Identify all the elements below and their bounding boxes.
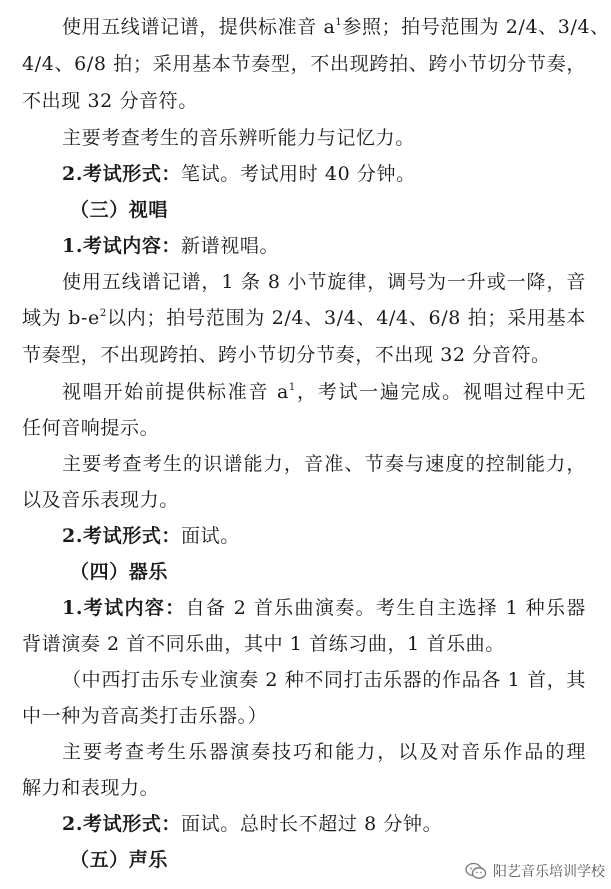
exam-content-label: 1.考试内容： <box>62 235 182 257</box>
paragraph-notation-line-1: 使用五线谱记谱，提供标准音 $a^1$参照；拍号范围为 2/4、3/4、 <box>62 16 610 38</box>
paragraph-assessment-instrument-line-2: 解力和表现力。 <box>22 777 160 799</box>
paragraph-notation-line-3: 不出现 32 分音符。 <box>22 90 198 112</box>
exam-form-label: 2.考试形式： <box>62 163 182 185</box>
exam-form-interview: 2.考试形式：面试。 <box>62 525 240 547</box>
paragraph-assessment-listening: 主要考查考生的音乐辨听能力与记忆力。 <box>62 127 415 149</box>
paragraph-notation-line-2: 4/4、6/8 拍；采用基本节奏型，不出现跨拍、跨小节切分节奏， <box>22 53 586 75</box>
paragraph-assessment-reading-line-2: 以及音乐表现力。 <box>22 489 179 511</box>
paragraph-percussion-line-1: （中西打击乐专业演奏 2 种不同打击乐器的作品各 1 首，其 <box>62 669 586 691</box>
paragraph-assessment-reading-line-1: 主要考查考生的识谱能力，音准、节奏与速度的控制能力， <box>62 453 586 475</box>
exam-content-sight-singing: 1.考试内容：新谱视唱。 <box>62 235 280 257</box>
paragraph-assessment-instrument-line-1: 主要考查考生乐器演奏技巧和能力，以及对音乐作品的理 <box>62 741 586 763</box>
paragraph-melody-line-3: 节奏型，不出现跨拍、跨小节切分节奏，不出现 32 分音符。 <box>22 344 551 366</box>
exam-form-written: 2.考试形式：笔试。考试用时 40 分钟。 <box>62 163 416 185</box>
wechat-icon <box>465 862 487 880</box>
watermark <box>465 861 605 881</box>
section-heading-sight-singing: （三）视唱 <box>70 199 169 221</box>
paragraph-melody-line-2: 域为 $b-e^2$以内；拍号范围为 2/4、3/4、4/4、6/8 拍；采用基本 <box>22 307 587 329</box>
section-heading-instrumental: （四）器乐 <box>70 561 169 583</box>
exam-form-label: 2.考试形式： <box>62 813 182 835</box>
exam-content-instrumental-line-1: 1.考试内容：自备 2 首乐曲演奏。考生自主选择 1 种乐器 <box>62 597 586 619</box>
exam-form-label: 2.考试形式： <box>62 525 182 547</box>
exam-form-interview-duration: 2.考试形式：面试。总时长不超过 8 分钟。 <box>62 813 443 835</box>
paragraph-standard-pitch-line-1: 视唱开始前提供标准音 $a^1$，考试一遍完成。视唱过程中无 <box>62 381 586 403</box>
exam-content-label: 1.考试内容： <box>62 597 186 619</box>
paragraph-percussion-line-2: 中一种为音高类打击乐器。） <box>22 705 268 727</box>
section-heading-vocal: （五）声乐 <box>70 849 169 871</box>
watermark-text: 阳艺音乐培训学校 <box>493 864 605 880</box>
paragraph-melody-line-1: 使用五线谱记谱，1 条 8 小节旋律，调号为一升或一降，音 <box>62 271 586 293</box>
paragraph-standard-pitch-line-2: 任何音响提示。 <box>22 417 160 439</box>
exam-content-instrumental-line-2: 背谱演奏 2 首不同乐曲，其中 1 首练习曲，1 首乐曲。 <box>22 633 505 655</box>
